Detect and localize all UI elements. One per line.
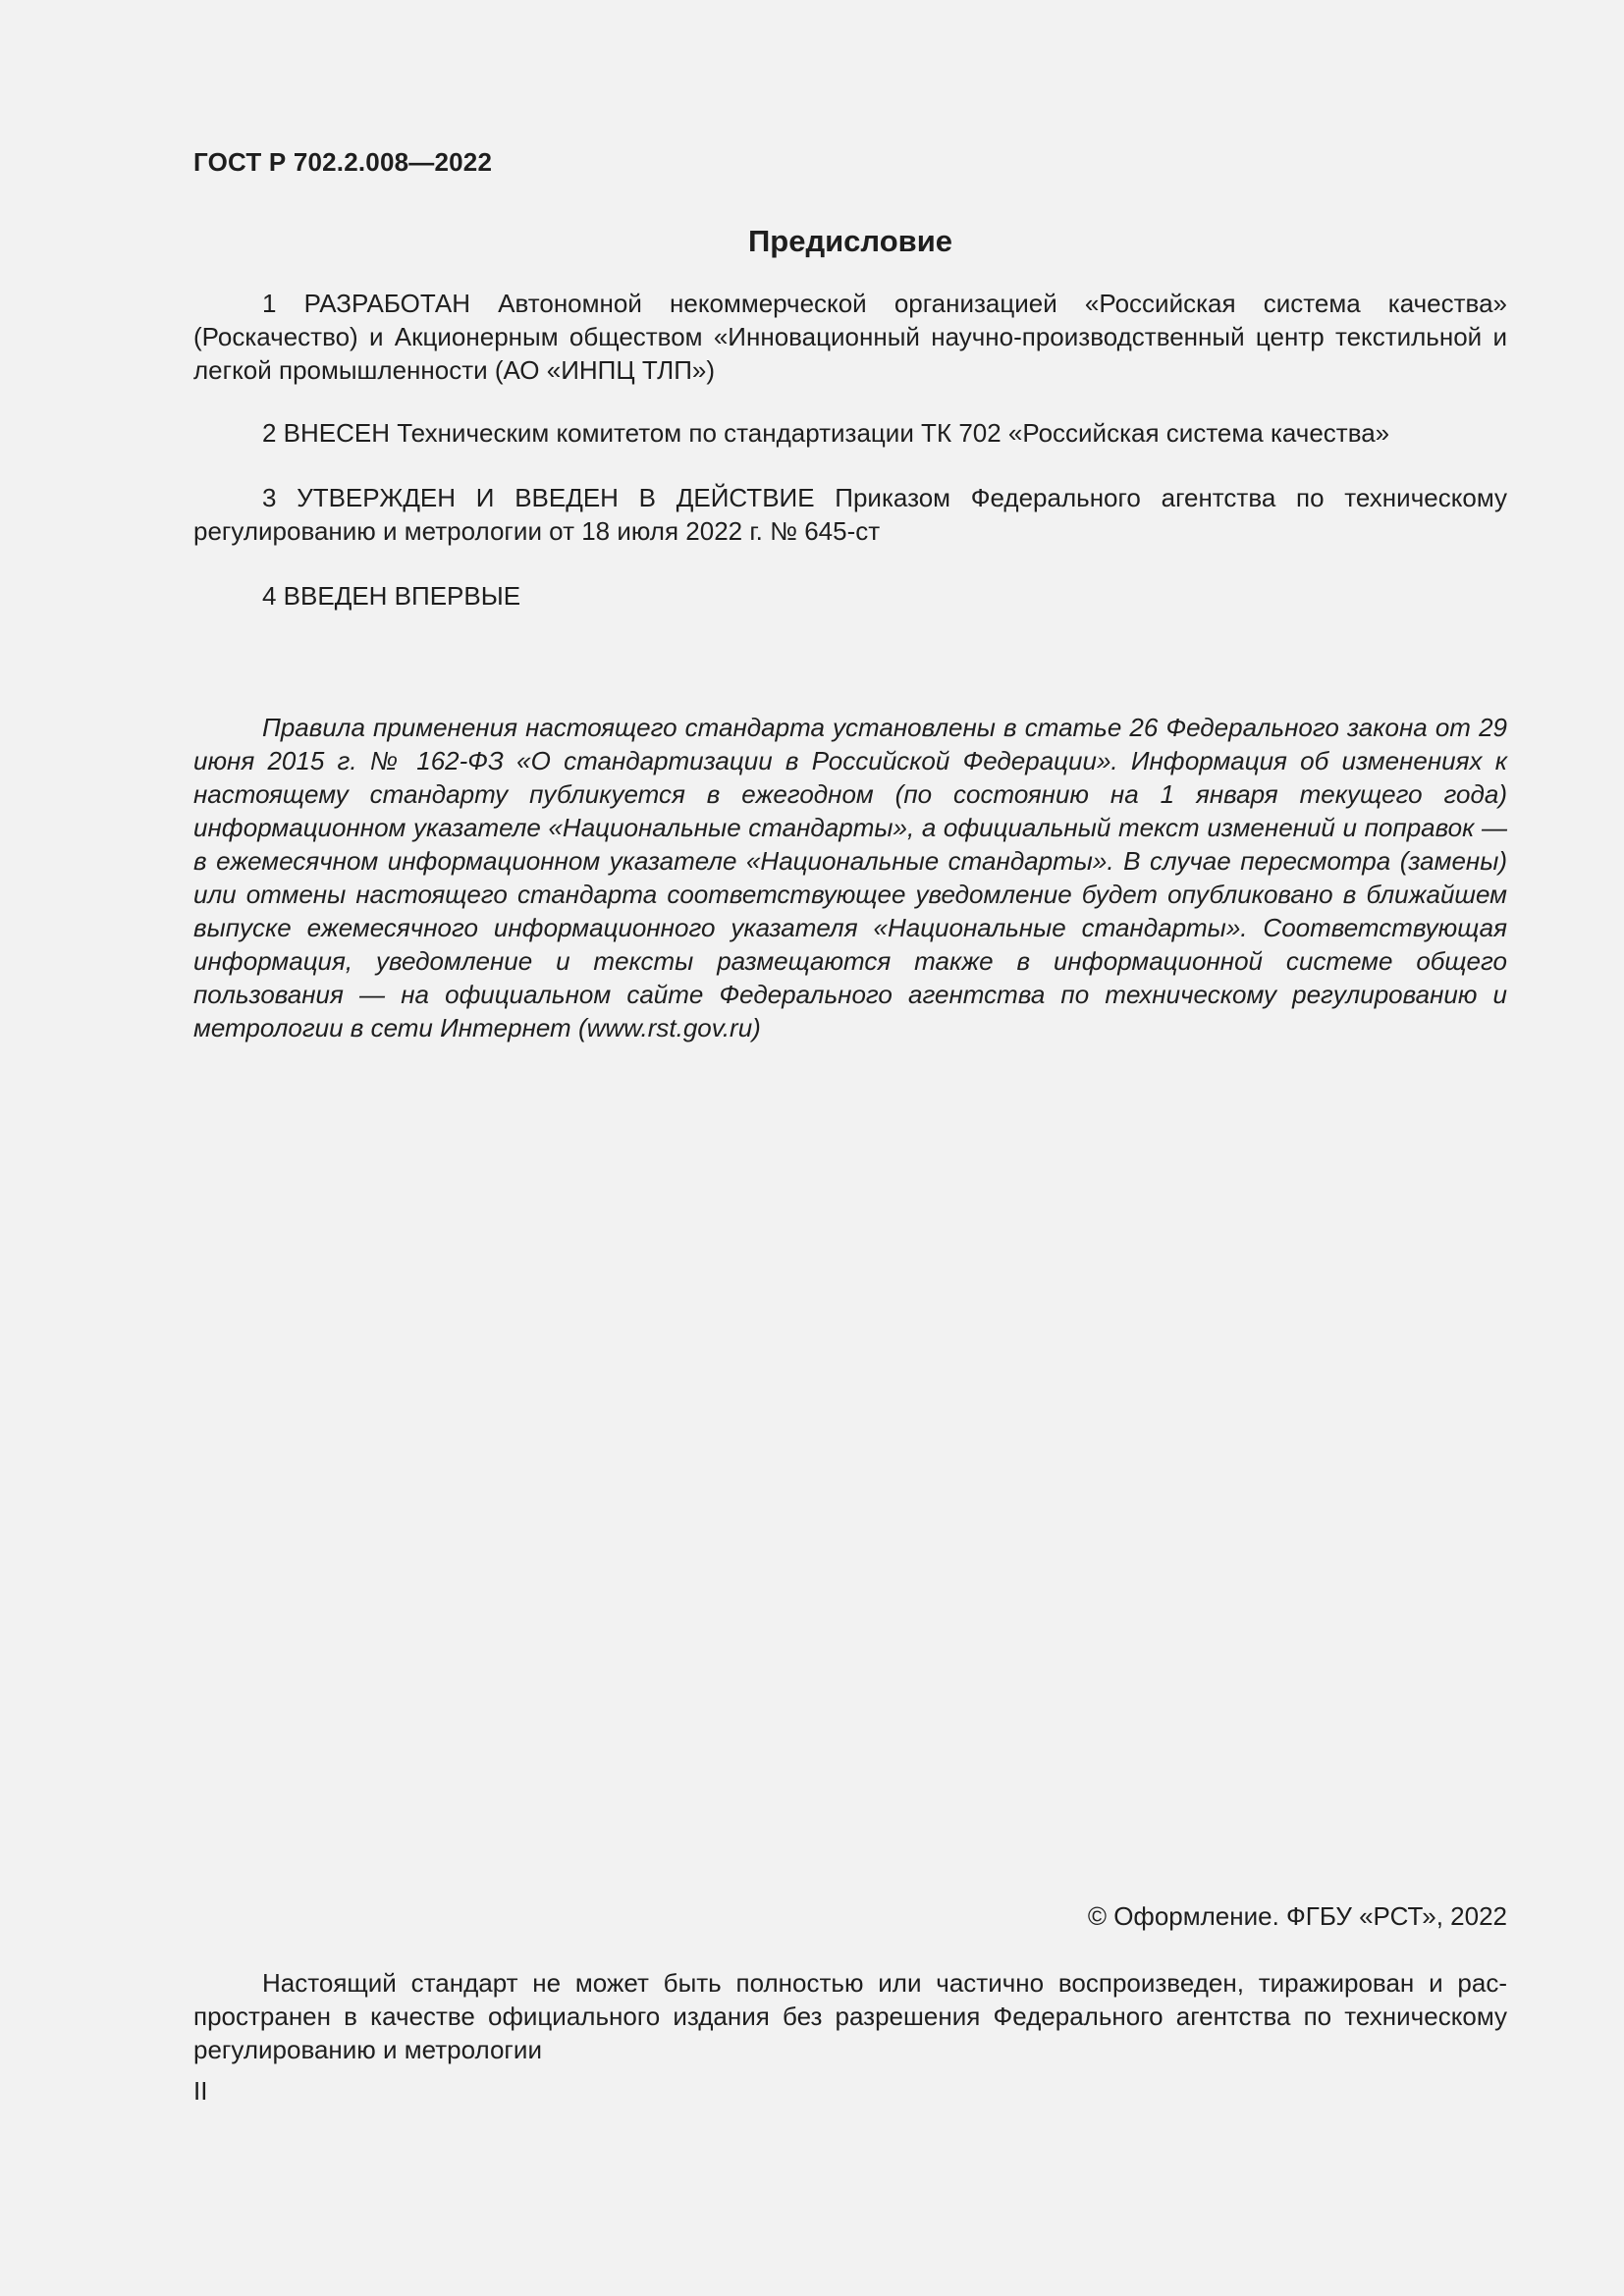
copyright-line: © Оформление. ФГБУ «РСТ», 2022 <box>1087 1901 1507 1931</box>
reproduction-notice: Настоящий стандарт не может быть полностью или частично воспроизведен, тиражирован и распространен в качестве официального издания без разрешения Федерального агентства по техническому регулированию и метрологии <box>193 1968 1507 2064</box>
application-rules-paragraph: Правила применения настоящего стандарта установлены в статье 26 Федерального закона от 29 июня 2015 г. № 162-ФЗ «О стандартизации в Российской Федерации». Информация об изменениях к настоящему стандарту публикуется в ежегодном (по состоянию на 1 января текущего года) информационном указателе «Национальные стандарты», а официальный текст изменений и поправок — в ежемесячном информационном указателе «Национальные стандарты». В случае пересмотра (замены) или отмены настоящего стандарта соответствующее уведомление будет опубликовано в ближайшем выпуске ежемесячного информационного указателя «Национальные стандарты». Соответствующая информация, уведомление и тексты размещаются также в информационной системе общего пользования — на официальном сайте Федерального агентства по техническому регулированию и метрологии в сети Интернет (www.rst.gov.ru) <box>193 713 1507 1042</box>
foreword-item-3: 3 УТВЕРЖДЕН И ВВЕДЕН В ДЕЙСТВИЕ Приказом Федерального агентства по техническому регулированию и метрологии от 18 июля 2022 г. № 645-ст <box>193 483 1507 546</box>
foreword-item-1: 1 РАЗРАБОТАН Автономной некоммерческой организацией «Российская система качества» (Роскачество) и Акционерным обществом «Инновационный научно-производственный центр текстильной и легкой промышленности (АО «ИНПЦ ТЛП») <box>193 289 1507 385</box>
foreword-item-2: 2 ВНЕСЕН Техническим комитетом по стандартизации ТК 702 «Российская система качества» <box>262 418 1390 448</box>
foreword-item-4: 4 ВВЕДЕН ВПЕРВЫЕ <box>262 581 521 611</box>
section-title: Предисловие <box>747 224 952 258</box>
document-code: ГОСТ Р 702.2.008—2022 <box>193 147 493 177</box>
page-number: II <box>193 2076 208 2106</box>
